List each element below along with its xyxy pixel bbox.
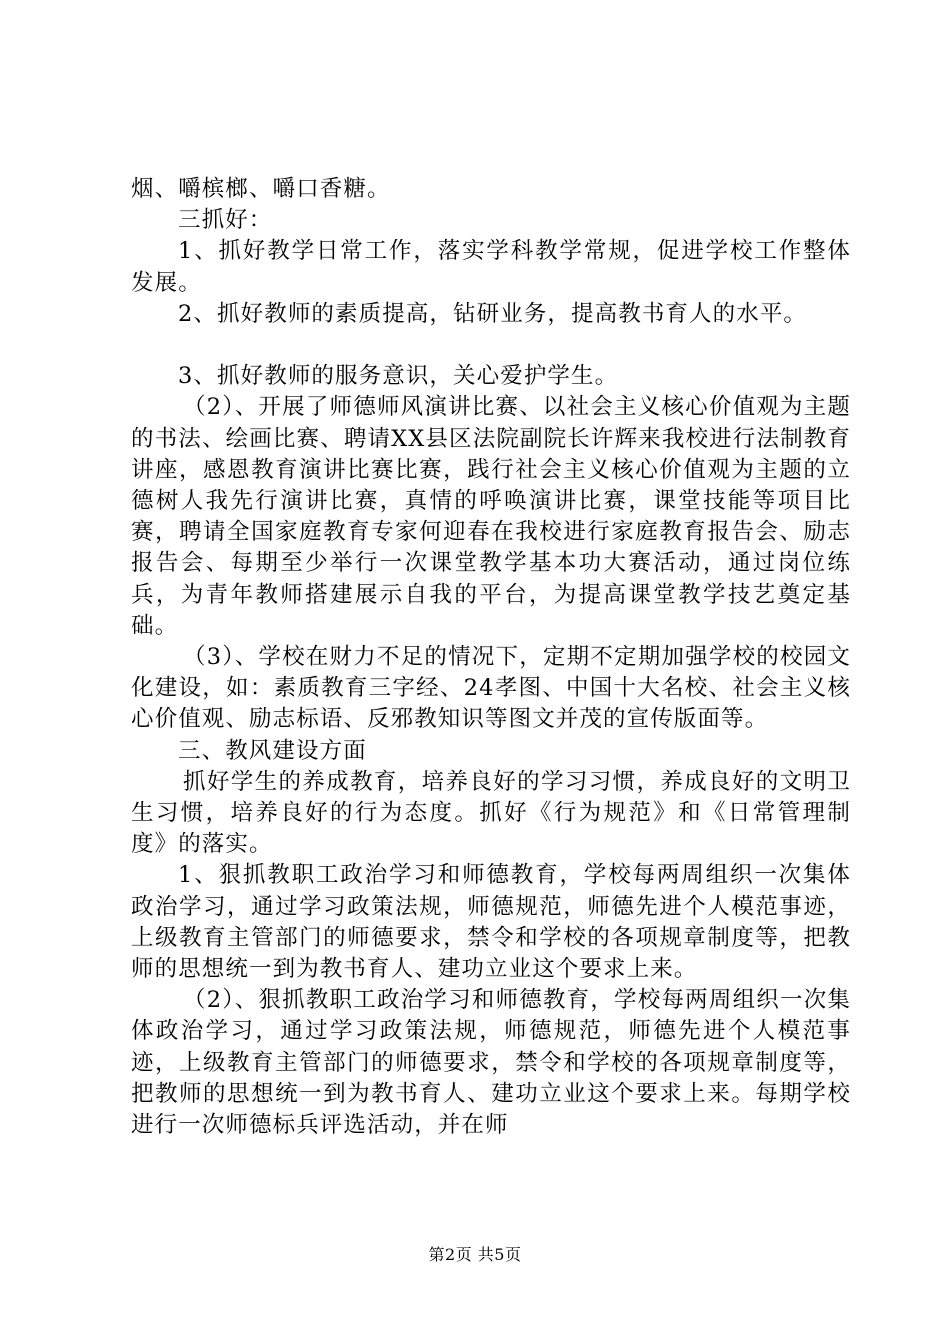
paragraph-item-2-activities: （2）、开展了师德师风演讲比赛、以社会主义核心价值观为主题的书法、绘画比赛、聘请XX县区法院副院长许辉来我校进行法制教育讲座，感恩教育演讲比赛比赛，践行社会主义核心价值观为主题的立德树人我先行演讲比赛，真情的呼唤演讲比赛，课堂技能等项目比赛，聘请全国家庭教育专家何迎春在我校进行家庭教育报告会、励志报告会、每期至少举行一次课堂教学基本功大赛活动，通过岗位练兵，为青年教师搭建展示自我的平台，为提高课堂教学技艺奠定基础。: [131, 394, 851, 639]
paragraph-continuation: 烟、嚼槟榔、嚼口香糖。: [131, 176, 391, 202]
document-body: [131, 174, 851, 1141]
paragraph-political-study-1: 1、狠抓教职工政治学习和师德教育，学校每两周组织一次集体政治学习，通过学习政策法规，师德规范，师德先进个人模范事迹，上级教育主管部门的师德要求，禁令和学校的各项规章制度等，把教师的思想统一到为教书育人、建功立业这个要求上来。: [131, 862, 851, 983]
paragraph-item-3-campus-culture: （3）、学校在财力不足的情况下，定期不定期加强学校的校园文化建设，如：素质教育三字经、24孝图、中国十大名校、社会主义核心价值观、励志标语、反邪教知识等图文并茂的宣传版面等。: [131, 644, 851, 733]
page-number-footer: 第2页 共5页: [428, 1245, 522, 1264]
section-heading-teaching-style: 三、教风建设方面: [178, 737, 367, 764]
paragraph-item-3: 3、抓好教师的服务意识，关心爱护学生。: [178, 363, 619, 390]
paragraph-item-2: 2、抓好教师的素质提高，钻研业务，提高教书育人的水平。: [178, 300, 808, 327]
paragraph-item-1: 1、抓好教学日常工作，落实学科教学常规，促进学校工作整体发展。: [131, 238, 851, 296]
paragraph-political-study-2: （2）、狠抓教职工政治学习和师德教育，学校每两周组织一次集体政治学习，通过学习政策法规，师德规范，师德先进个人模范事迹，上级教育主管部门的师德要求，禁令和学校的各项规章制度等，把教师的思想统一到为教书育人、建功立业这个要求上来。每期学校进行一次师德标兵评选活动，并在师: [131, 987, 851, 1139]
paragraph-habit-education: 抓好学生的养成教育，培养良好的学习习惯，养成良好的文明卫生习惯，培养良好的行为态度。抓好《行为规范》和《日常管理制度》的落实。: [131, 768, 851, 858]
paragraph-heading-three-focus: 三抓好：: [178, 207, 273, 234]
